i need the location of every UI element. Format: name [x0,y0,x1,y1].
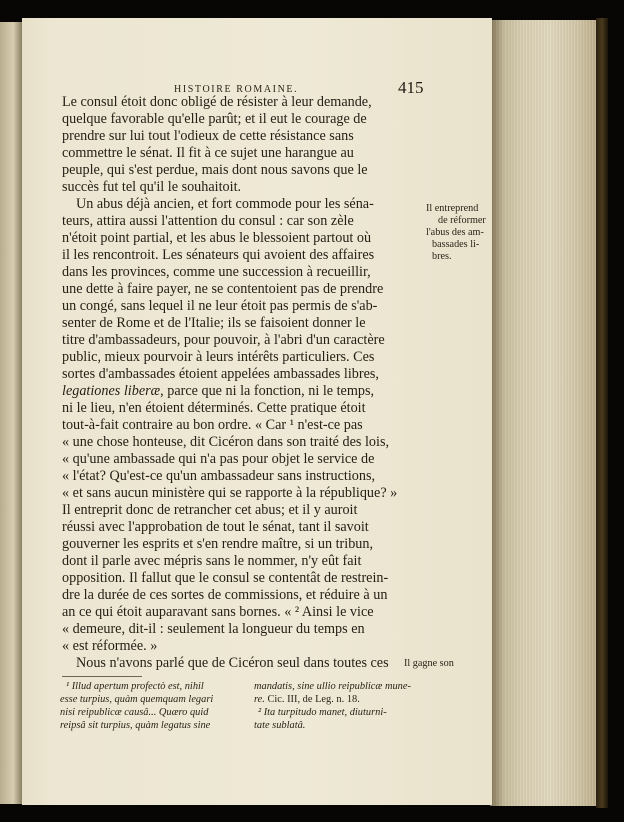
margin-note-line: de réformer [438,215,486,226]
text-line: tout-à-fait contraire au bon ordre. « Car ¹ n'est-ce pas [62,417,363,433]
text-line: sortes d'ambassades étoient appelées ambassades libres, [62,366,379,382]
text-line: peuple, qui s'est perdue, mais dont nous savons que le [62,162,368,178]
text-line: dont il parle avec mépris sans le nommer, n'y eût fait [62,553,362,569]
text-line-latin [62,383,374,399]
text-line: public, mieux pourvoir à leurs intérêts particuliers. Ces [62,349,375,365]
text-line: teurs, attira aussi l'attention du consul : car son zèle [62,213,354,229]
previous-page-edge [0,22,22,804]
footnote-line [254,693,360,706]
text-line: quelque favorable qu'elle parût; et il eut le courage de [62,111,367,127]
book-fore-edge [490,20,600,806]
footnote-citation: Cic. III, de Leg. n. 18. [264,694,360,705]
text-line: gouverner les esprits et s'en rendre maître, si un tribun, [62,536,374,552]
latin-term: legationes liberæ [62,383,161,399]
footnote-line [258,706,387,719]
text-line: un congé, sans lequel il ne leur étoit pas permis de s'ab- [62,298,378,314]
text-line: une dette à faire payer, ne se contentoient pas de prendre [62,281,384,297]
text-line: dans les provinces, comme une succession à recueillir, [62,264,371,280]
text-line: Nous n'avons parlé que de Cicéron seul dans toutes ces [76,655,389,671]
running-title: HISTOIRE ROMAINE. [174,84,299,95]
text-line: opposition. Il fallut que le consul se contentât de restrein- [62,570,389,586]
margin-note-line: Il entreprend [426,203,479,214]
footnote-line: ¹ Illud apertum profectò est, nihil [66,681,204,692]
text-line: titre d'ambassadeurs, pour pouvoir, à l'abri d'un caractère [62,332,385,348]
text-line: « est réformée. » [62,638,158,654]
footnote-line [254,719,305,732]
page-number: 415 [398,78,424,97]
text-line: il les rencontroit. Les sénateurs qui avoient des affaires [62,247,375,263]
text-line: succès fut tel qu'il le souhaitoit. [62,179,242,195]
footnote-italic: mandatis, sine ullio reipublicæ mune- [254,681,411,692]
margin-note-line: bres. [432,251,452,262]
margin-note-line: Il gagne son [404,658,454,669]
footnote-rule [62,676,142,677]
margin-note-line: l'abus des am- [426,227,484,238]
footnote-line: esse turpius, quàm quemquam legari [60,694,214,705]
text-line: senter de Rome et de l'Italie; ils se faisoient donner le [62,315,366,331]
fore-edge-shadow [490,20,504,806]
text-line: commettre le sénat. Il fit à ce sujet une harangue au [62,145,354,161]
book-page [22,18,492,805]
text-line: « et sans aucun ministère qui se rapporte à la république? » [62,485,398,501]
text-line: « demeure, dit-il : seulement la longueur du temps en [62,621,365,637]
text-line: ni le lieu, n'en étoient déterminés. Cette pratique étoit [62,400,366,416]
footnote-italic: tate sublatâ. [254,720,306,731]
text-line: « l'état? Qu'est-ce qu'un ambassadeur sans instructions, [62,468,376,484]
text-line: « une chose honteuse, dit Cicéron dans son traité des lois, [62,434,390,450]
text-line: réussi avec l'approbation de tout le sénat, tant il savoit [62,519,369,535]
book-cover-edge [596,18,608,808]
text-line: an ce qui étoit auparavant sans bornes. « ² Ainsi le vice [62,604,374,620]
footnote-line: reipsâ sit turpius, quàm legatus sine [60,720,211,731]
text-line: Un abus déjà ancien, et fort commode pour les séna- [76,196,374,212]
text-line: dre la durée de ces sortes de commissions, et réduire à un [62,587,388,603]
footnote-italic: ² Ita turpitudo manet, diuturni- [258,707,387,718]
text-line: « qu'une ambassade qui n'a pas pour objet le service de [62,451,375,467]
footnote-line: nisi reipublicæ causâ... Quæro quid [60,707,209,718]
footnote-italic: re. [254,694,265,705]
text-line: prendre sur lui tout l'odieux de cette résistance sans [62,128,354,144]
text-fragment: , parce que ni la fonction, ni le temps, [160,383,375,399]
text-line: Il entreprit donc de retrancher cet abus; et il y auroit [62,502,358,518]
text-line: n'étoit point partial, et les abus le blessoient partout où [62,230,372,246]
margin-note-line: bassades li- [432,239,480,250]
footnote-line [254,680,411,693]
text-line: Le consul étoit donc obligé de résister à leur demande, [62,94,372,110]
